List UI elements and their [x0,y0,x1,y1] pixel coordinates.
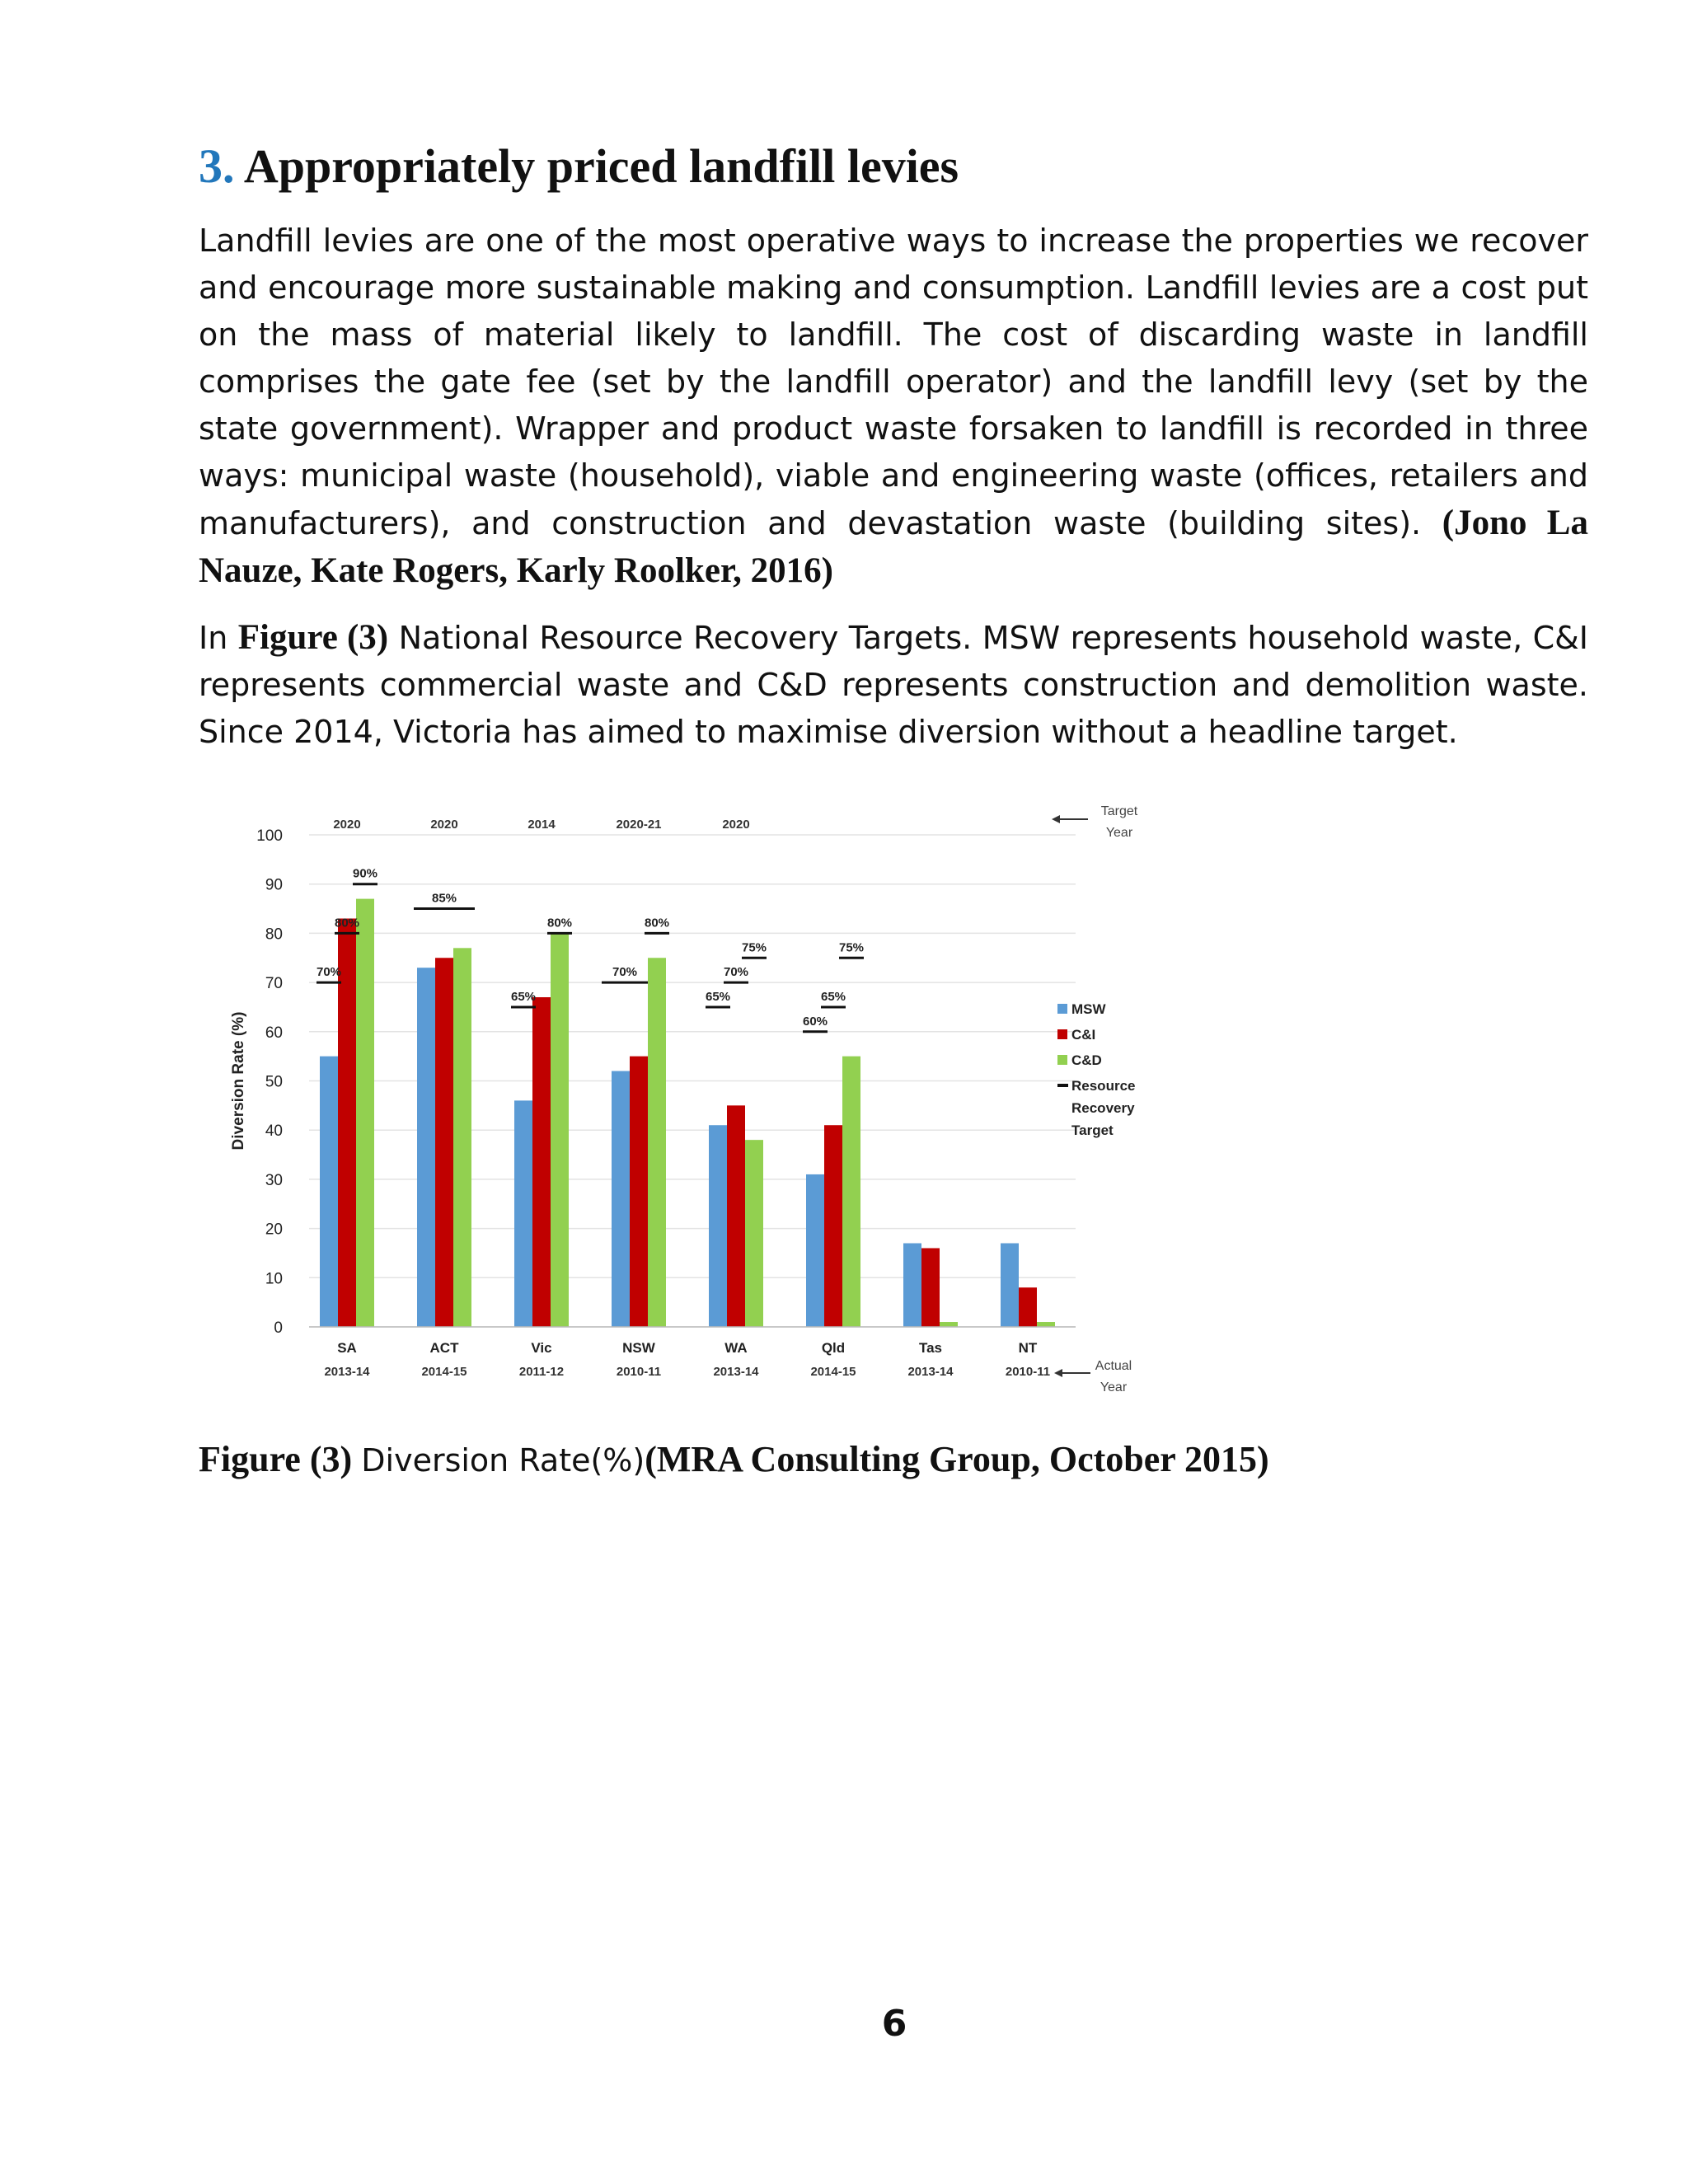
actual-year-label: 2011-12 [518,1365,565,1379]
target-label: 85% [431,891,457,906]
target-label: 65% [510,989,537,1004]
bar-ci-vic [532,997,551,1327]
target-year-label: 2014 [528,818,556,832]
legend-label: Resource [1071,1078,1136,1094]
target-label: 75% [741,940,767,955]
y-axis-label: Diversion Rate (%) [230,1011,247,1151]
figure-caption [199,1438,1269,1480]
target-label: 70% [723,965,749,980]
target-year-label: 2020 [333,818,361,832]
section-number: 3. [199,139,235,193]
y-tick-label: 0 [274,1319,283,1337]
bar-cd-nt [1037,1322,1055,1327]
y-tick-label: 40 [265,1122,283,1141]
bar-cd-wa [745,1140,763,1327]
bar-ci-wa [727,1105,745,1327]
target-label: 70% [316,965,342,980]
legend-swatch-msw [1057,1004,1067,1014]
target-year-label: 2020 [722,818,750,832]
actual-year-arrow-head [1054,1369,1062,1377]
target-year-label: 2020 [430,818,458,832]
actual-year-label: 2014-15 [810,1365,856,1379]
bar-msw-nsw [612,1071,630,1327]
bar-ci-nt [1019,1287,1037,1327]
paragraph-text: Landfill levies are one of the most operative ways to increase the properties we recover and encourage more sustainable making and consumption. Landfill levies are a cost put on the mass of material likely to landfill. The cost of discarding waste in landfill comprises the gate fee (set by the landfill operator) and the landfill levy (set by the state government). Wrapper and product waste forsaken to landfill is recorded in three ways: municipal waste (household), viable and engineering waste (offices, retailers and manufacturers), and construction and devastation waste (building sites). [199,223,1588,541]
bar-ci-tas [921,1248,940,1327]
y-tick-label: 80 [265,926,283,944]
caption-source: (MRA Consulting Group, October 2015) [645,1439,1269,1479]
legend-swatch-ci [1057,1029,1067,1039]
paragraph-text: National Resource Recovery Targets. MSW represents household waste, C&I represents commercial waste and C&D represents construction and demolition waste. Since 2014, Victoria has aimed to maximise diversion without a headline target. [199,620,1588,750]
bar-cd-qld [842,1057,860,1327]
target-label: 75% [838,940,865,955]
target-label: 65% [705,989,731,1004]
caption-figure-label: Figure (3) [199,1439,353,1479]
category-label: NT [1018,1340,1038,1356]
actual-year-label: 2013-14 [324,1365,370,1379]
category-label: ACT [429,1340,459,1356]
y-tick-label: 60 [265,1024,283,1042]
y-tick-label: 10 [265,1270,283,1288]
paragraph-figure-intro [199,614,1588,756]
chart-svg [210,795,1158,1409]
bar-msw-qld [806,1174,824,1327]
legend-label: Recovery [1071,1100,1135,1116]
y-tick-label: 90 [265,876,283,894]
paragraph-prefix: In [199,620,228,656]
category-label: SA [337,1340,357,1356]
bar-cd-vic [551,933,569,1327]
category-label: Tas [918,1340,943,1356]
bar-msw-wa [709,1125,727,1327]
legend-label: C&D [1071,1052,1102,1068]
bar-ci-nsw [630,1057,648,1327]
target-label: 60% [802,1014,828,1029]
y-tick-label: 20 [265,1221,283,1239]
target-label: 80% [644,916,670,930]
category-label: WA [724,1340,748,1356]
paragraph-levies [199,218,1588,595]
bar-msw-sa [320,1057,338,1327]
diversion-rate-chart [210,795,1158,1409]
bar-ci-sa [338,918,356,1327]
actual-year-annotation: Year [1100,1380,1128,1394]
target-year-annotation: Year [1105,826,1133,840]
bar-ci-qld [824,1125,842,1327]
y-tick-label: 30 [265,1171,283,1189]
bar-msw-act [417,968,435,1327]
figure-reference: Figure (3) [237,618,389,657]
legend-label: Target [1071,1122,1114,1138]
category-label: Qld [821,1340,846,1356]
bar-ci-act [435,958,453,1327]
target-year-label: 2020-21 [616,818,662,832]
target-label: 80% [546,916,573,930]
bar-msw-tas [903,1244,921,1327]
category-label: Vic [531,1340,552,1356]
citation: (Jono La Nauze, Kate Rogers, Karly Roolker, 2016) [199,504,1588,590]
bar-msw-vic [514,1100,532,1327]
actual-year-label: 2010-11 [616,1365,662,1379]
caption-text: Diversion Rate(%) [361,1442,645,1479]
section-heading [199,138,959,194]
section-title: Appropriately priced landfill levies [243,139,959,193]
y-tick-label: 70 [265,975,283,993]
actual-year-label: 2013-14 [907,1365,954,1379]
bar-msw-nt [1001,1244,1019,1327]
target-year-arrow-head [1052,815,1060,823]
legend-label: C&I [1071,1027,1096,1043]
actual-year-label: 2014-15 [421,1365,467,1379]
legend-label: MSW [1071,1001,1106,1017]
actual-year-annotation: Actual [1095,1359,1132,1373]
bar-cd-act [453,948,471,1327]
bar-cd-sa [356,899,374,1327]
target-year-annotation: Target [1100,804,1138,818]
target-label: 65% [820,989,846,1004]
target-label: 80% [334,916,360,930]
y-tick-label: 100 [256,827,283,845]
target-label: 90% [352,866,378,881]
actual-year-label: 2013-14 [713,1365,759,1379]
bar-cd-nsw [648,958,666,1327]
legend-swatch-cd [1057,1055,1067,1065]
y-tick-label: 50 [265,1073,283,1091]
page-number: 6 [881,2003,907,2045]
bar-cd-tas [940,1322,958,1327]
actual-year-label: 2010-11 [1005,1365,1051,1379]
target-label: 70% [612,965,638,980]
category-label: NSW [622,1340,655,1356]
